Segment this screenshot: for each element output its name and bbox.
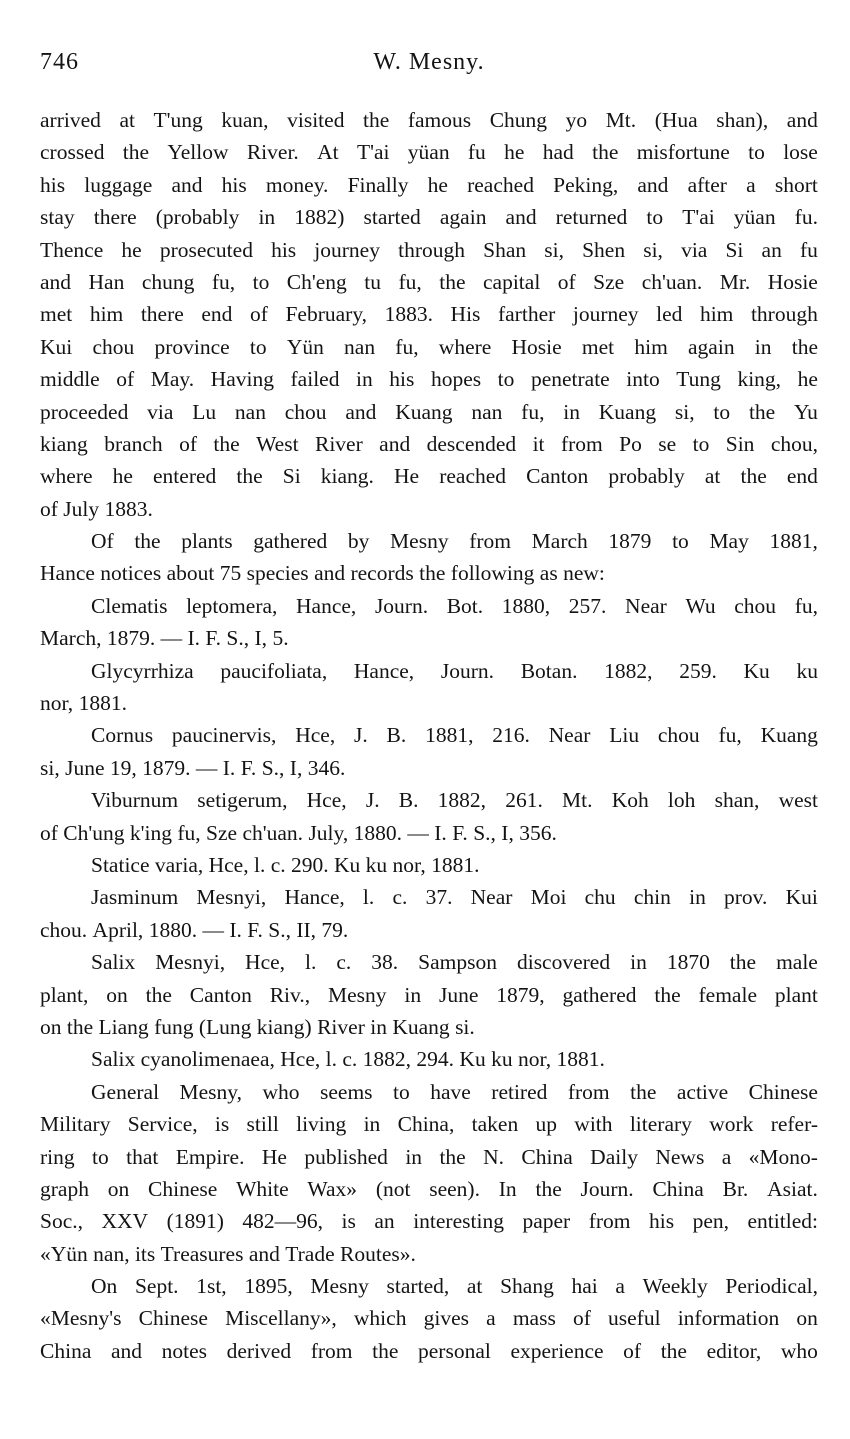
running-head: W. Mesny. <box>373 49 485 75</box>
text-line: of July 1883. <box>40 496 153 521</box>
text-line: Statice varia, Hce, l. c. 290. Ku ku nor, 1881. <box>91 852 480 877</box>
text-line: Of the plants gathered by Mesny from March 1879 to May 1881, <box>91 529 818 554</box>
text-line: Viburnum setigerum, Hce, J. B. 1882, 261. Mt. Koh loh shan, west <box>91 788 818 813</box>
text-line: met him there end of February, 1883. His farther journey led him through <box>40 302 818 327</box>
text-line: ring to that Empire. He published in the N. China Daily News a «Mono- <box>40 1144 818 1169</box>
text-line: where he entered the Si kiang. He reached Canton probably at the end <box>40 464 818 489</box>
text-line: and Han chung fu, to Ch'eng tu fu, the capital of Sze ch'uan. Mr. Hosie <box>40 269 818 294</box>
page-header <box>40 49 818 83</box>
page-number: 746 <box>40 49 79 75</box>
text-line: General Mesny, who seems to have retired from the active Chinese <box>91 1079 818 1104</box>
text-line: On Sept. 1st, 1895, Mesny started, at Shang hai a Weekly Periodical, <box>91 1274 818 1299</box>
text-line: his luggage and his money. Finally he reached Peking, and after a short <box>40 172 818 197</box>
text-line: proceeded via Lu nan chou and Kuang nan fu, in Kuang si, to the Yu <box>40 399 818 424</box>
text-line: Salix cyanolimenaea, Hce, l. c. 1882, 294. Ku ku nor, 1881. <box>91 1047 605 1072</box>
text-line: Soc., XXV (1891) 482—96, is an interesting paper from his pen, entitled: <box>40 1209 818 1234</box>
text-line: Jasminum Mesnyi, Hance, l. c. 37. Near Moi chu chin in prov. Kui <box>91 885 818 910</box>
text-line: plant, on the Canton Riv., Mesny in June 1879, gathered the female plant <box>40 982 818 1007</box>
text-line: graph on Chinese White Wax» (not seen). In the Journ. China Br. Asiat. <box>40 1176 818 1201</box>
text-line: of Ch'ung k'ing fu, Sze ch'uan. July, 1880. — I. F. S., I, 356. <box>40 820 557 845</box>
text-line: middle of May. Having failed in his hopes to penetrate into Tung king, he <box>40 367 818 392</box>
text-line: si, June 19, 1879. — I. F. S., I, 346. <box>40 755 346 780</box>
text-line: Clematis leptomera, Hance, Journ. Bot. 1880, 257. Near Wu chou fu, <box>91 593 818 618</box>
text-line: crossed the Yellow River. At T'ai yüan fu he had the misfortune to lose <box>40 140 818 165</box>
text-line: kiang branch of the West River and descended it from Po se to Sin chou, <box>40 431 818 456</box>
text-line: arrived at T'ung kuan, visited the famous Chung yo Mt. (Hua shan), and <box>40 108 818 132</box>
text-line: Thence he prosecuted his journey through Shan si, Shen si, via Si an fu <box>40 237 818 262</box>
text-line: «Yün nan, its Treasures and Trade Routes». <box>40 1241 416 1266</box>
text-line: China and notes derived from the personal experience of the editor, who <box>40 1338 818 1363</box>
text-line: Cornus paucinervis, Hce, J. B. 1881, 216. Near Liu chou fu, Kuang <box>91 723 818 748</box>
body-text <box>40 104 818 1367</box>
text-line: Salix Mesnyi, Hce, l. c. 38. Sampson discovered in 1870 the male <box>91 950 818 975</box>
text-line: Glycyrrhiza paucifoliata, Hance, Journ. Botan. 1882, 259. Ku ku <box>91 658 818 683</box>
text-line: March, 1879. — I. F. S., I, 5. <box>40 626 289 651</box>
text-line: stay there (probably in 1882) started again and returned to T'ai yüan fu. <box>40 205 818 230</box>
text-line: nor, 1881. <box>40 691 127 716</box>
text-line: chou. April, 1880. — I. F. S., II, 79. <box>40 917 349 942</box>
text-line: Military Service, is still living in China, taken up with literary work refer- <box>40 1112 818 1137</box>
text-line: «Mesny's Chinese Miscellany», which gives a mass of useful information on <box>40 1306 818 1331</box>
text-line: Hance notices about 75 species and records the following as new: <box>40 561 605 586</box>
text-line: on the Liang fung (Lung kiang) River in Kuang si. <box>40 1014 475 1039</box>
text-line: Kui chou province to Yün nan fu, where Hosie met him again in the <box>40 334 818 359</box>
